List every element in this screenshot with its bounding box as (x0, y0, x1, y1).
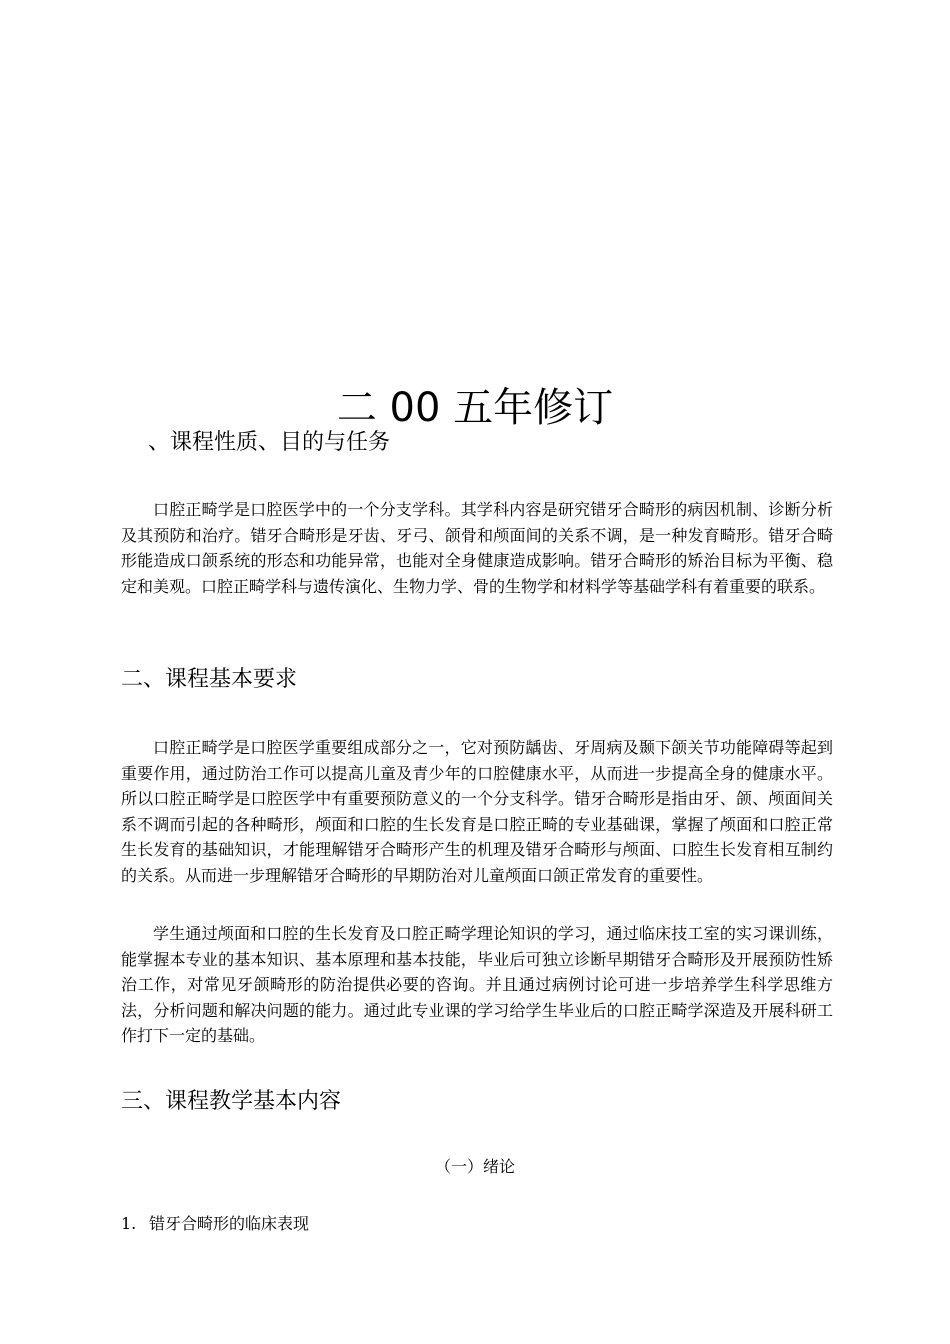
subsection-heading-introduction: （一）绪论 (434, 1157, 515, 1176)
paragraph: 口腔正畸学是口腔医学中的一个分支学科。其学科内容是研究错牙合畸形的病因机制、诊断分析及其预防和治疗。错牙合畸形是牙齿、牙弓、颌骨和颅面间的关系不调，是一种发育畸形。错牙合畸形能造成口颌系统的形态和功能异常，也能对全身健康造成影响。错牙合畸形的矫治目标为平衡、稳定和美观。口腔正畸学科与遗传演化、生物力学、骨的生物学和材料学等基础学科有着重要的联系。 (121, 500, 833, 596)
list-item-text: 错牙合畸形的临床表现 (149, 1214, 310, 1233)
paragraph: 学生通过颅面和口腔的生长发育及口腔正畸学理论知识的学习，通过临床技工室的实习课训练，能掌握本专业的基本知识、基本原理和基本技能，毕业后可独立诊断早期错牙合畸形及开展预防性矫治工作，对常见牙颌畸形的防治提供必要的咨询。并且通过病例讨论可进一步培养学生科学思维方法，分析问题和解决问题的能力。通过此专业课的学习给学生毕业后的口腔正畸学深造及开展科研工作打下一定的基础。 (121, 924, 833, 1045)
page-title: 二 00 五年修订 (336, 385, 614, 431)
paragraph: 口腔正畸学是口腔医学重要组成部分之一，它对预防龋齿、牙周病及颞下颌关节功能障碍等起到重要作用，通过防治工作可以提高儿童及青少年的口腔健康水平，从而进一步提高全身的健康水平。所以口腔正畸学是口腔医学中有重要预防意义的一个分支科学。错牙合畸形是指由牙、颌、颅面间关系不调而引起的各种畸形，颅面和口腔的生长发育是口腔正畸的专业基础课，掌握了颅面和口腔正常生长发育的基础知识，才能理解错牙合畸形产生的机理及错牙合畸形与颅面、口腔生长发育相互制约的关系。从而进一步理解错牙合畸形的早期防治对儿童颅面口颌正常发育的重要性。 (121, 738, 833, 885)
section-heading-nature-purpose: 、课程性质、目的与任务 (148, 430, 391, 455)
section-heading-basic-requirements: 二、课程基本要求 (121, 667, 298, 692)
list-item (121, 1212, 309, 1236)
list-item-number: 1. (121, 1214, 137, 1233)
section-heading-teaching-content: 三、课程教学基本内容 (121, 1089, 342, 1114)
